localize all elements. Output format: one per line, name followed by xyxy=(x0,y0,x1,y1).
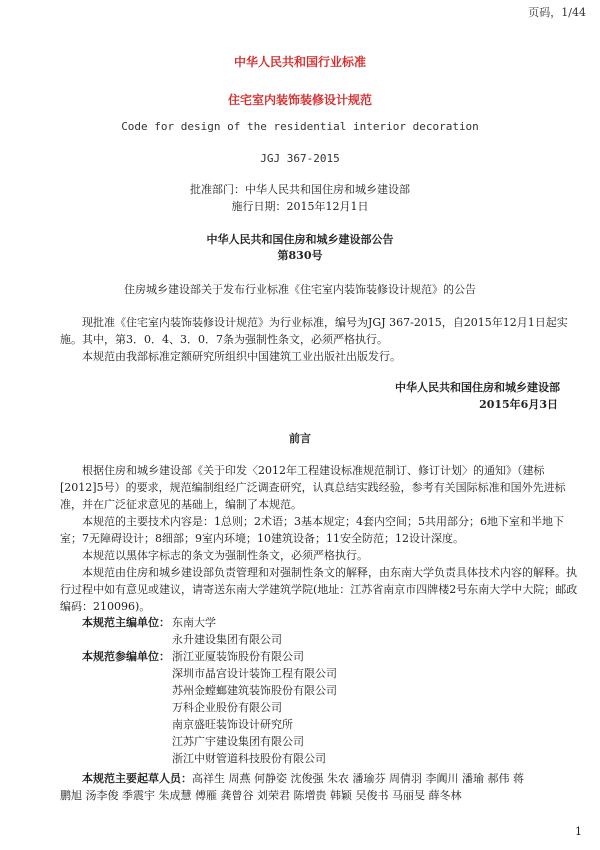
standard-name-title: 住宅室内装饰装修设计规范 xyxy=(227,93,372,107)
participating-units-label: 本规范参编单位： xyxy=(82,650,170,663)
participating-unit: 深圳市晶宫设计装饰工程有限公司 xyxy=(172,667,337,680)
participating-unit: 江苏广宇建设集团有限公司 xyxy=(172,735,304,748)
announcement-number: 第830号 xyxy=(277,249,323,262)
preface-paragraph-4: 本规范由住房和城乡建设部负责管理和对强制性条文的解释，由东南大学负责具体技术内容的解释。执行过程中如有意见或建议，请寄送东南大学建筑学院(地址：江苏省南京市四牌楼2号东南大学中大院；邮政编码：210096)。 xyxy=(60,566,578,613)
standard-category-title: 中华人民共和国行业标准 xyxy=(233,55,366,69)
page-number: 1 xyxy=(575,825,582,838)
announcement-org: 中华人民共和国住房和城乡建设部公告 xyxy=(206,233,394,246)
announcement-subject: 住房城乡建设部关于发布行业标准《住宅室内装饰装修设计规范》的公告 xyxy=(124,283,476,296)
participating-unit: 浙江中财管道科技股份有限公司 xyxy=(172,752,326,765)
preface-heading: 前言 xyxy=(289,432,311,445)
participating-unit: 万科企业股份有限公司 xyxy=(172,701,282,714)
announcement-date: 2015年6月3日 xyxy=(479,398,558,411)
drafters-names-1: 高祥生 周燕 何静姿 沈俊强 朱农 潘瑜芬 周倩羽 李阗川 潘瑜 郝伟 蒋 xyxy=(192,772,524,785)
approval-department: 批准部门：中华人民共和国住房和城乡建设部 xyxy=(190,183,410,196)
participating-unit: 苏州金螳螂建筑装饰股份有限公司 xyxy=(172,684,337,697)
announcement-body-1: 现批准《住宅室内装饰装修设计规范》为行业标准，编号为JGJ 367-2015，自2015年12月1日起实施。其中，第3．0．4、3．0．7条为强制性条文，必须严格执行。 xyxy=(60,316,568,346)
announcement-signer: 中华人民共和国住房和城乡建设部 xyxy=(395,381,560,394)
drafters-label: 本规范主要起草人员： xyxy=(82,772,192,785)
chief-units-label: 本规范主编单位： xyxy=(82,616,170,629)
effective-date: 施行日期：2015年12月1日 xyxy=(231,200,369,213)
page-indicator: 页码，1/44 xyxy=(528,6,586,19)
participating-unit: 南京盛旺装饰设计研究所 xyxy=(172,718,293,731)
preface-paragraph-2: 本规范的主要技术内容是：1总则；2术语；3基本规定；4套内空间；5共用部分；6地下室和半地下室；7无障碍设计；8细部；9室内环境；10建筑设备；11安全防范；12设计深度。 xyxy=(60,515,564,545)
chief-unit: 东南大学 xyxy=(172,616,216,629)
preface-paragraph-3: 本规范以黑体字标志的条文为强制性条文，必须严格执行。 xyxy=(82,549,368,562)
standard-code: JGJ 367-2015 xyxy=(260,152,340,165)
english-title: Code for design of the residential interior decoration xyxy=(121,120,479,133)
drafters-line-1 xyxy=(82,770,592,787)
preface-paragraph-1: 根据住房和城乡建设部《关于印发〈2012年工程建设标准规范制订、修订计划〉的通知》（建标[2012]5号）的要求，规范编制组经广泛调查研究，认真总结实践经验，参考有关国际标准和国外先进标准，并在广泛征求意见的基础上，编制了本规范。 xyxy=(60,464,566,511)
announcement-body-2: 本规范由我部标准定额研究所组织中国建筑工业出版社出版发行。 xyxy=(82,350,401,363)
drafters-names-2: 鹏旭 汤李俊 季震宇 朱成慧 傅雁 龚曾谷 刘荣君 陈增贵 韩颖 吴俊书 马丽旻 薛冬林 xyxy=(60,789,462,802)
participating-unit: 浙江亚厦装饰股份有限公司 xyxy=(172,650,304,663)
chief-unit: 永升建设集团有限公司 xyxy=(172,633,282,646)
